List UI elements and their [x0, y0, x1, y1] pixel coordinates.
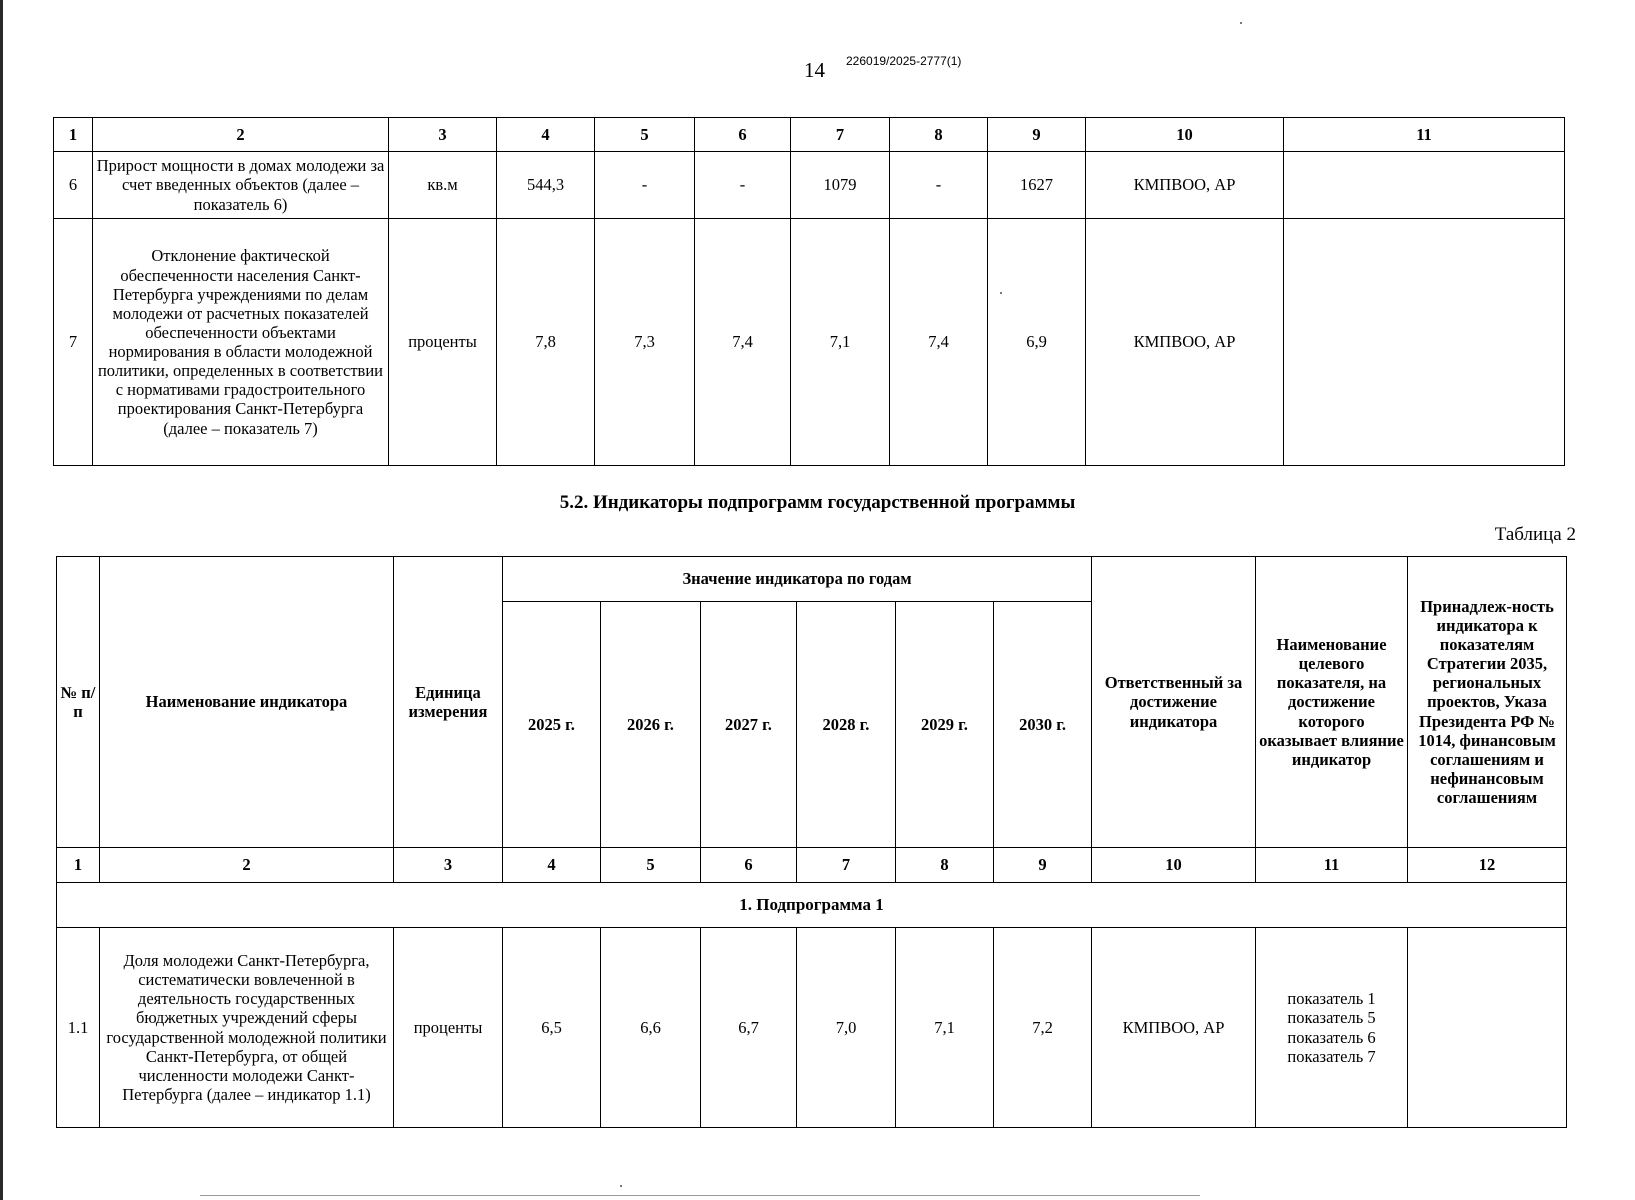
scan-speck	[1000, 292, 1002, 294]
value-cell: 1627	[988, 152, 1086, 219]
registration-number: 226019/2025-2777(1)	[846, 54, 962, 68]
value-cell: 6,9	[988, 219, 1086, 466]
row-number: 1.1	[57, 928, 100, 1128]
value-cell: 7,4	[695, 219, 791, 466]
column-number: 1	[54, 118, 93, 152]
scan-speck	[1240, 22, 1242, 24]
value-cell: 1079	[791, 152, 890, 219]
column-number: 12	[1408, 848, 1567, 883]
header-unit: Единица измерения	[394, 557, 503, 848]
column-number: 9	[994, 848, 1092, 883]
column-number: 11	[1256, 848, 1408, 883]
column-number: 6	[701, 848, 797, 883]
table-row	[54, 219, 1565, 466]
column-number: 11	[1284, 118, 1565, 152]
column-number: 7	[797, 848, 896, 883]
table-row	[57, 928, 1567, 1128]
value-cell: -	[695, 152, 791, 219]
value-cell: 6,6	[601, 928, 701, 1128]
column-number: 9	[988, 118, 1086, 152]
column-number: 1	[57, 848, 100, 883]
indicator-name: Отклонение фактической обеспеченности населения Санкт-Петербурга учреждениями по делам молодежи от расчетных показателей обеспеченности объектами нормирования в области молодежной политики, определенных в соответствии с нормативами градостроительного проектирования Санкт-Петербурга (далее – показатель 7)	[93, 219, 389, 466]
column-number: 10	[1086, 118, 1284, 152]
header-year: 2028 г.	[797, 602, 896, 848]
subprogram-row	[57, 883, 1567, 928]
header-year: 2025 г.	[503, 602, 601, 848]
header-years-group: Значение индикатора по годам	[503, 557, 1092, 602]
row-number: 7	[54, 219, 93, 466]
unit: проценты	[389, 219, 497, 466]
column-number: 2	[93, 118, 389, 152]
column-number: 5	[601, 848, 701, 883]
value-cell: 6,5	[503, 928, 601, 1128]
value-cell: 7,1	[896, 928, 994, 1128]
header-name: Наименование индикатора	[100, 557, 394, 848]
responsible: КМПВОО, АР	[1086, 219, 1284, 466]
section-title: 5.2. Индикаторы подпрограмм государственной программы	[559, 492, 1076, 513]
column-number: 10	[1092, 848, 1256, 883]
header-row-top	[57, 557, 1567, 602]
value-cell: 7,8	[497, 219, 595, 466]
value-cell: 7,3	[595, 219, 695, 466]
table-caption: Таблица 2	[1494, 524, 1576, 545]
header-year: 2029 г.	[896, 602, 994, 848]
header-num: № п/п	[57, 557, 100, 848]
value-cell: -	[595, 152, 695, 219]
row-number: 6	[54, 152, 93, 219]
column-number: 3	[394, 848, 503, 883]
column-number: 8	[896, 848, 994, 883]
page-number: 14	[804, 58, 825, 82]
scan-edge	[0, 0, 3, 1200]
header-year: 2027 г.	[701, 602, 797, 848]
header-responsible: Ответственный за достижение индикатора	[1092, 557, 1256, 848]
column-number: 7	[791, 118, 890, 152]
column-number: 4	[497, 118, 595, 152]
column-number: 6	[695, 118, 791, 152]
note-cell	[1284, 219, 1565, 466]
column-number: 4	[503, 848, 601, 883]
value-cell: 7,4	[890, 219, 988, 466]
responsible: КМПВОО, АР	[1086, 152, 1284, 219]
note-cell	[1284, 152, 1565, 219]
unit: кв.м	[389, 152, 497, 219]
header-year: 2026 г.	[601, 602, 701, 848]
value-cell: 7,1	[791, 219, 890, 466]
header-year: 2030 г.	[994, 602, 1092, 848]
value-cell: 7,2	[994, 928, 1092, 1128]
footer-line	[200, 1195, 1200, 1196]
column-number-row	[54, 118, 1565, 152]
subprogram-indicators-table	[56, 556, 1567, 1128]
responsible: КМПВОО, АР	[1092, 928, 1256, 1128]
target-item: показатель 1	[1287, 989, 1376, 1009]
target-item: показатель 7	[1287, 1046, 1376, 1066]
belonging-cell	[1408, 928, 1567, 1128]
column-number-row	[57, 848, 1567, 883]
table-row	[54, 152, 1565, 219]
column-number: 2	[100, 848, 394, 883]
header-target: Наименование целевого показателя, на достижение которого оказывает влияние индикатор	[1256, 557, 1408, 848]
scan-speck	[620, 1185, 622, 1187]
column-number: 5	[595, 118, 695, 152]
value-cell: -	[890, 152, 988, 219]
target-item: показатель 6	[1287, 1027, 1376, 1047]
column-number: 3	[389, 118, 497, 152]
unit: проценты	[394, 928, 503, 1128]
target-item: показатель 5	[1287, 1008, 1376, 1028]
value-cell: 7,0	[797, 928, 896, 1128]
subprogram-title: 1. Подпрограмма 1	[57, 883, 1567, 928]
column-number: 8	[890, 118, 988, 152]
indicator-name: Доля молодежи Санкт-Петербурга, систематически вовлеченной в деятельность государственных бюджетных учреждений сферы государственной молодежной политики Санкт-Петербурга, от общей численности молодежи Санкт-Петербурга (далее – индикатор 1.1)	[100, 928, 394, 1128]
value-cell: 6,7	[701, 928, 797, 1128]
header-belonging: Принадлеж-ность индикатора к показателям Стратегии 2035, региональных проектов, Указа Президента РФ № 1014, финансовым соглашениям и нефинансовым соглашениям	[1408, 557, 1567, 848]
value-cell: 544,3	[497, 152, 595, 219]
indicators-table-continued	[53, 117, 1565, 466]
target-indicators	[1256, 928, 1408, 1128]
indicator-name: Прирост мощности в домах молодежи за счет введенных объектов (далее – показатель 6)	[93, 152, 389, 219]
